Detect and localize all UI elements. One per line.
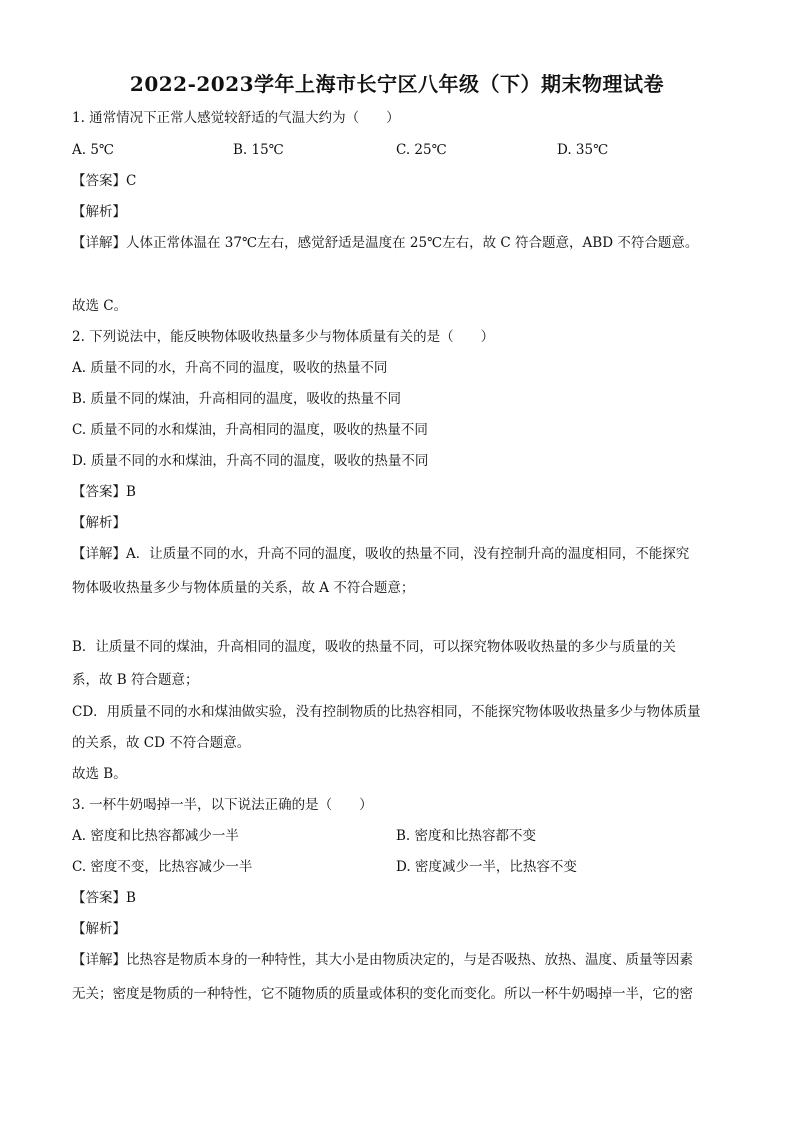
q3-detail-line: 无关；密度是物质的一种特性，它不随物质的质量或体积的变化而变化。所以一杯牛奶喝掉一半，它的密 <box>72 986 693 1002</box>
q2-detail-line: CD．用质量不同的水和煤油做实验，没有控制物质的比热容相同，不能探究物体吸收热量多少与物体质量 <box>72 704 701 720</box>
q1-conclusion: 故选 C。 <box>72 298 128 314</box>
q1-answer: 【答案】C <box>72 173 137 189</box>
q2-stem: 2. 下列说法中，能反映物体吸收热量多少与物体质量有关的是（ ） <box>72 329 495 345</box>
q2-detail-line: 物体吸收热量多少与物体质量的关系，故 A 不符合题意； <box>72 580 415 596</box>
q2-option-b: B. 质量不同的煤油，升高相同的温度，吸收的热量不同 <box>72 391 402 407</box>
q1-detail: 【详解】人体正常体温在 37℃左右，感觉舒适是温度在 25℃左右，故 C 符合题意，ABD 不符合题意。 <box>72 235 699 251</box>
q2-answer: 【答案】B <box>72 484 136 500</box>
q1-stem: 1. 通常情况下正常人感觉较舒适的气温大约为（ ） <box>72 110 400 126</box>
q2-detail-line: 的关系，故 CD 不符合题意。 <box>72 735 251 751</box>
q2-analysis: 【解析】 <box>72 515 126 531</box>
q1-option-d: D. 35℃ <box>557 142 609 158</box>
q3-option-d: D. 密度减少一半，比热容不变 <box>396 859 577 875</box>
q1-option-a: A. 5℃ <box>72 142 115 158</box>
q3-stem: 3. 一杯牛奶喝掉一半，以下说法正确的是（ ） <box>72 797 373 813</box>
q2-option-d: D. 质量不同的水和煤油，升高不同的温度，吸收的热量不同 <box>72 453 429 469</box>
q2-conclusion: 故选 B。 <box>72 766 127 782</box>
q2-detail-line: 系，故 B 符合题意； <box>72 672 199 688</box>
q3-analysis: 【解析】 <box>72 921 126 937</box>
q2-option-c: C. 质量不同的水和煤油，升高相同的温度，吸收的热量不同 <box>72 422 428 438</box>
q1-option-b: B. 15℃ <box>233 142 284 158</box>
q3-option-a: A. 密度和比热容都减少一半 <box>72 828 239 844</box>
page-title: 2022-2023学年上海市长宁区八年级（下）期末物理试卷 <box>129 72 665 96</box>
q1-option-c: C. 25℃ <box>396 142 447 158</box>
q2-detail-line: 【详解】A．让质量不同的水，升高不同的温度，吸收的热量不同，没有控制升高的温度相同，不能探究 <box>72 546 690 562</box>
q3-detail-line: 【详解】比热容是物质本身的一种特性，其大小是由物质决定的，与是否吸热、放热、温度、质量等因素 <box>72 952 693 968</box>
q2-detail-line: B．让质量不同的煤油，升高相同的温度，吸收的热量不同，可以探究物体吸收热量的多少与质量的关 <box>72 639 676 655</box>
q3-answer: 【答案】B <box>72 890 136 906</box>
q3-option-b: B. 密度和比热容都不变 <box>396 828 537 844</box>
q1-analysis: 【解析】 <box>72 204 126 220</box>
q2-option-a: A. 质量不同的水，升高不同的温度，吸收的热量不同 <box>72 360 388 376</box>
q3-option-c: C. 密度不变，比热容减少一半 <box>72 859 253 875</box>
